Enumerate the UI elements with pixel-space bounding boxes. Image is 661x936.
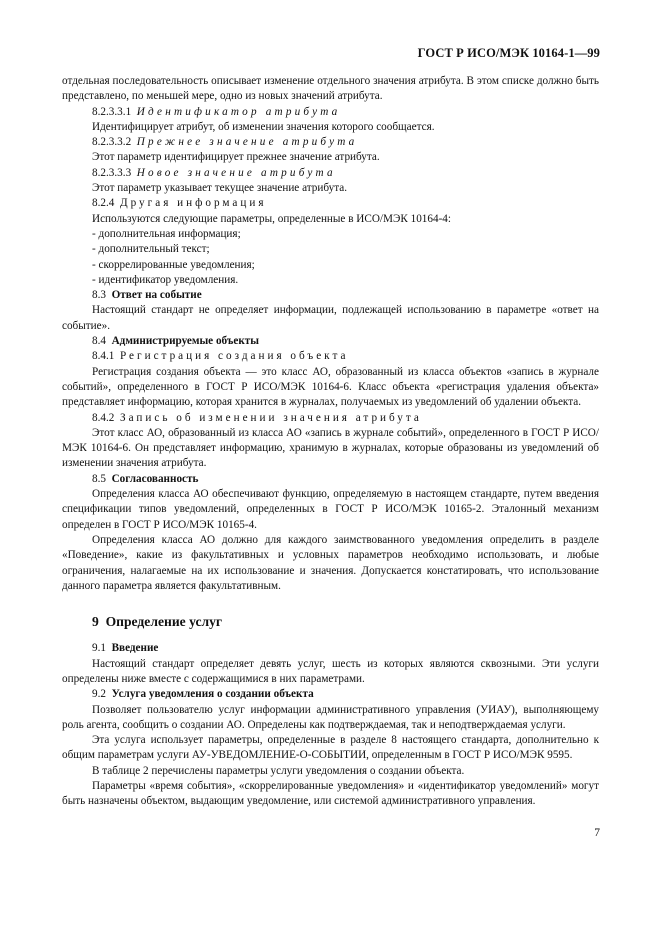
- heading-title: Идентификатор атрибута: [136, 105, 341, 118]
- subsection-heading: [62, 135, 599, 150]
- section-number: 9: [92, 614, 99, 630]
- section-title: Определение услуг: [105, 614, 223, 630]
- paragraph: В таблице 2 перечислены параметры услуги уведомления о создании объекта.: [92, 764, 465, 777]
- subsection-heading: [62, 641, 599, 656]
- paragraph: Идентифицирует атрибут, об изменении значения которого сообщается.: [92, 120, 435, 133]
- subsection-heading: [62, 288, 599, 303]
- paragraph: Этот класс АО, образованный из класса АО «запись в журнале событий», определенного в ГОСТ Р ИСО/МЭК 10164-6. Он представляет информацию, хранимую в журналах, которые образованы из уведомлений об изменении значения атрибута.: [62, 426, 599, 470]
- subsection-heading: [62, 105, 599, 120]
- paragraph: Регистрация создания объекта — это класс АО, образованный из класса объектов «запись в журнале событий», определенного в ГОСТ Р ИСО/МЭК 10164-6. Класс объекта «регистрация удаления объекта» представляет информацию, которая хранится в журналах, получаемых из уведомлений об удалении объекта.: [62, 365, 599, 409]
- heading-title: Администрируемые объекты: [111, 335, 260, 348]
- heading-title: Регистрация создания объекта: [119, 350, 349, 363]
- paragraph: Определения класса АО обеспечивают функцию, определяемую в настоящем стандарте, путем введения спецификации типов уведомлений, определенных в ГОСТ Р ИСО/МЭК 10165-2. Эталонный механизм определен в ГОСТ Р ИСО/МЭК 10165-4.: [62, 488, 599, 531]
- subsection-heading: [62, 411, 599, 426]
- paragraph: Настоящий стандарт определяет девять услуг, шесть из которых являются сквозными. Эти услуги определены ниже вместе с содержащимися в них параметрами.: [62, 657, 599, 685]
- heading-number: 8.4: [92, 335, 106, 348]
- document-header: ГОСТ Р ИСО/МЭК 10164-1—99: [417, 46, 600, 60]
- list-item: - идентификатор уведомления.: [92, 273, 239, 286]
- heading-title: Ответ на событие: [111, 289, 202, 302]
- heading-number: 8.2.3.3.3: [92, 166, 132, 179]
- list-item: - дополнительная информация;: [92, 227, 241, 240]
- paragraph: Эта услуга использует параметры, определенные в разделе 8 настоящего стандарта, дополнительно к общим параметрам услуги АУ-УВЕДОМЛЕНИЕ-О-СОБЫТИИ, определенным в ГОСТ Р ИСО/МЭК 9595.: [62, 734, 599, 762]
- heading-title: Запись об изменении значения атрибута: [119, 411, 422, 424]
- subsection-heading: [62, 334, 599, 349]
- heading-number: 9.1: [92, 642, 106, 655]
- heading-number: 8.4.1: [92, 350, 115, 363]
- heading-number: 8.3: [92, 289, 106, 302]
- list-item: - скоррелированные уведомления;: [92, 258, 255, 271]
- heading-number: 9.2: [92, 688, 106, 701]
- heading-title: Введение: [111, 642, 159, 655]
- heading-title: Услуга уведомления о создании объекта: [111, 688, 314, 701]
- subsection-heading: [62, 687, 599, 702]
- heading-title: Согласованность: [111, 472, 199, 485]
- section-heading: [62, 614, 599, 629]
- paragraph: Используются следующие параметры, определенные в ИСО/МЭК 10164-4:: [92, 212, 451, 225]
- heading-number: 8.2.3.3.1: [92, 105, 132, 118]
- page-number: 7: [594, 827, 600, 839]
- subsection-heading: [62, 349, 599, 364]
- paragraph: Определения класса АО должно для каждого заимствованного уведомления определить в разделе «Поведение», какие из факультативных и условных параметров необходимо использовать, и любые ограничения, налагаемые на их использование и значения. Допускается констатировать, что использование данного параметра является факультативным.: [62, 533, 599, 592]
- paragraph: Параметры «время события», «скоррелированные уведомления» и «идентификатор уведомлений» могут быть назначены объектом, выдающим уведомление, или системой административного управления.: [62, 780, 599, 808]
- heading-title: Новое значение атрибута: [136, 166, 336, 179]
- heading-title: Прежнее значение атрибута: [136, 136, 358, 149]
- paragraph: Позволяет пользователю услуг информации административного управления (УИАУ), выполняющему роль агента, сообщить о создании АО. Определены как подтверждаемая, так и неподтверждаемая услуги.: [62, 703, 599, 731]
- subsection-heading: [62, 196, 599, 211]
- heading-number: 8.2.4: [92, 197, 115, 210]
- document-body: [62, 74, 599, 810]
- heading-title: Другая информация: [119, 197, 267, 210]
- paragraph: Настоящий стандарт не определяет информации, подлежащей использованию в параметре «ответ на событие».: [62, 304, 599, 332]
- heading-number: 8.5: [92, 472, 106, 485]
- heading-number: 8.4.2: [92, 411, 115, 424]
- subsection-heading: [62, 472, 599, 487]
- heading-number: 8.2.3.3.2: [92, 136, 132, 149]
- list-item: - дополнительный текст;: [92, 243, 210, 256]
- paragraph: Этот параметр указывает текущее значение атрибута.: [92, 182, 347, 195]
- paragraph: Этот параметр идентифицирует прежнее значение атрибута.: [92, 151, 380, 164]
- paragraph: отдельная последовательность описывает изменение отдельного значения атрибута. В этом списке должно быть представлено, по меньшей мере, одно из новых значений атрибута.: [62, 75, 599, 103]
- subsection-heading: [62, 166, 599, 181]
